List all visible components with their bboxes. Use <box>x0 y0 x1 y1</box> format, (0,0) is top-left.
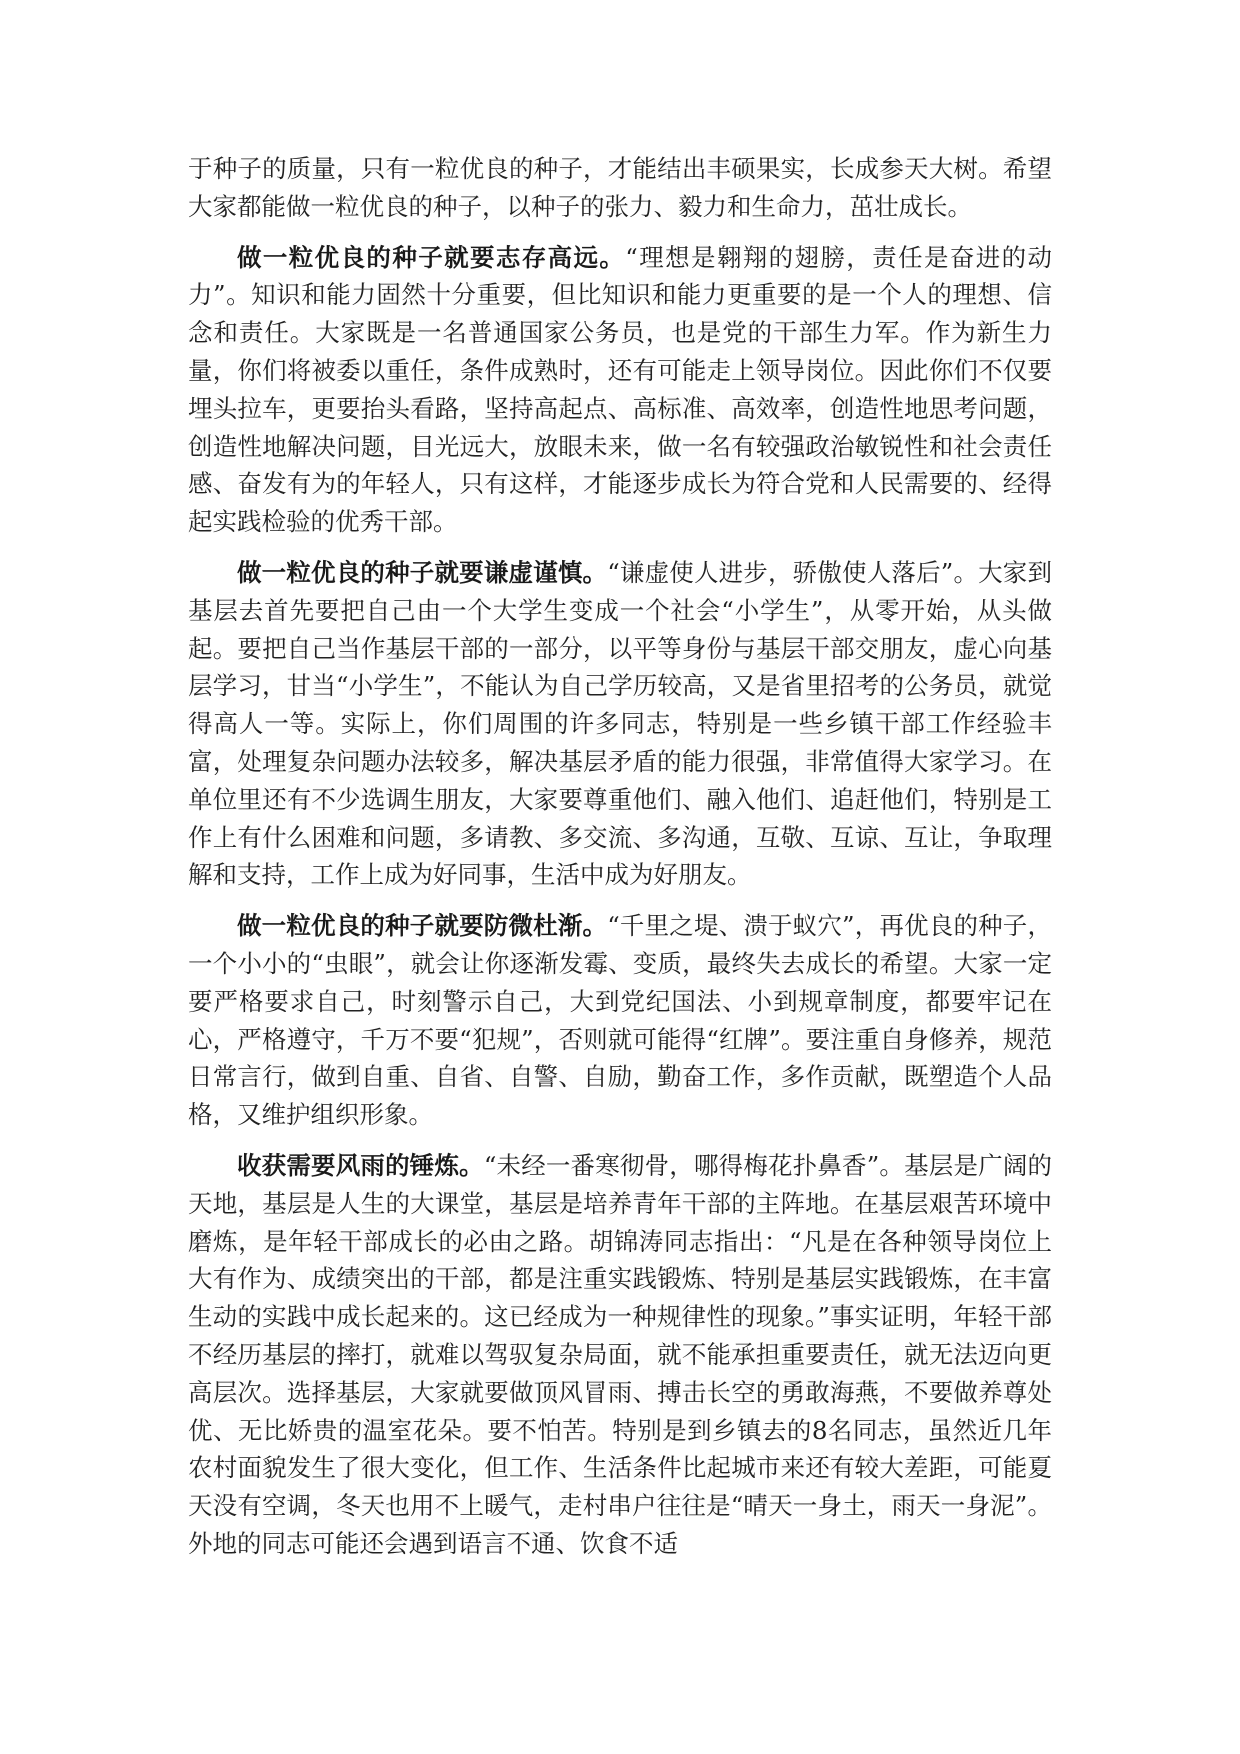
paragraph-4-heading: 做一粒优良的种子就要防微杜渐。 <box>237 911 608 941</box>
paragraph-5 <box>188 1147 1052 1563</box>
paragraph-4-text: “千里之堤、溃于蚁穴”，再优良的种子，一个小小的“虫眼”，就会让你逐渐发霉、变质，最终失去成长的希望。大家一定要严格要求自己，时刻警示自己，大到党纪国法、小到规章制度，都要牢记在心，严格遵守，千万不要“犯规”，否则就可能得“红牌”。要注重自身修养，规范日常言行，做到自重、自省、自警、自励，勤奋工作，多作贡献，既塑造个人品格，又维护组织形象。 <box>188 911 1052 1130</box>
document-page <box>188 150 1052 1563</box>
paragraph-2-heading: 做一粒优良的种子就要志存高远。 <box>237 242 626 272</box>
paragraph-3 <box>188 554 1052 894</box>
paragraph-1-text: 于种子的质量，只有一粒优良的种子，才能结出丰硕果实，长成参天大树。希望大家都能做一粒优良的种子，以种子的张力、毅力和生命力，茁壮成长。 <box>188 154 1052 221</box>
paragraph-2-text: “理想是翱翔的翅膀，责任是奋进的动力”。知识和能力固然十分重要，但比知识和能力更重要的是一个人的理想、信念和责任。大家既是一名普通国家公务员，也是党的干部生力军。作为新生力量，你们将被委以重任，条件成熟时，还有可能走上领导岗位。因此你们不仅要埋头拉车，更要抬头看路，坚持高起点、高标准、高效率，创造性地思考问题，创造性地解决问题，目光远大，放眼未来，做一名有较强政治敏锐性和社会责任感、奋发有为的年轻人，只有这样，才能逐步成长为符合党和人民需要的、经得起实践检验的优秀干部。 <box>188 242 1052 537</box>
paragraph-2 <box>188 239 1052 541</box>
paragraph-1 <box>188 150 1052 226</box>
paragraph-5-text: “未经一番寒彻骨，哪得梅花扑鼻香”。基层是广阔的天地，基层是人生的大课堂，基层是培养青年干部的主阵地。在基层艰苦环境中磨炼，是年轻干部成长的必由之路。胡锦涛同志指出：“凡是在各种领导岗位上大有作为、成绩突出的干部，都是注重实践锻炼、特别是基层实践锻炼，在丰富生动的实践中成长起来的。这已经成为一种规律性的现象。”事实证明，年轻干部不经历基层的摔打，就难以驾驭复杂局面，就不能承担重要责任，就无法迈向更高层次。选择基层，大家就要做顶风冒雨、搏击长空的勇敢海燕，不要做养尊处优、无比娇贵的温室花朵。要不怕苦。特别是到乡镇去的8名同志，虽然近几年农村面貌发生了很大变化，但工作、生活条件比起城市来还有较大差距，可能夏天没有空调，冬天也用不上暖气，走村串户往往是“晴天一身土，雨天一身泥”。外地的同志可能还会遇到语言不通、饮食不适 <box>188 1150 1052 1558</box>
paragraph-3-text: “谦虚使人进步，骄傲使人落后”。大家到基层去首先要把自己由一个大学生变成一个社会“小学生”，从零开始，从头做起。要把自己当作基层干部的一部分，以平等身份与基层干部交朋友，虚心向基层学习，甘当“小学生”，不能认为自己学历较高，又是省里招考的公务员，就觉得高人一等。实际上，你们周围的许多同志，特别是一些乡镇干部工作经验丰富，处理复杂问题办法较多，解决基层矛盾的能力很强，非常值得大家学习。在单位里还有不少选调生朋友，大家要尊重他们、融入他们、追赶他们，特别是工作上有什么困难和问题，多请教、多交流、多沟通，互敬、互谅、互让，争取理解和支持，工作上成为好同事，生活中成为好朋友。 <box>188 557 1052 890</box>
paragraph-5-heading: 收获需要风雨的锤炼。 <box>237 1150 484 1180</box>
paragraph-4 <box>188 907 1052 1134</box>
paragraph-3-heading: 做一粒优良的种子就要谦虚谨慎。 <box>237 557 608 587</box>
